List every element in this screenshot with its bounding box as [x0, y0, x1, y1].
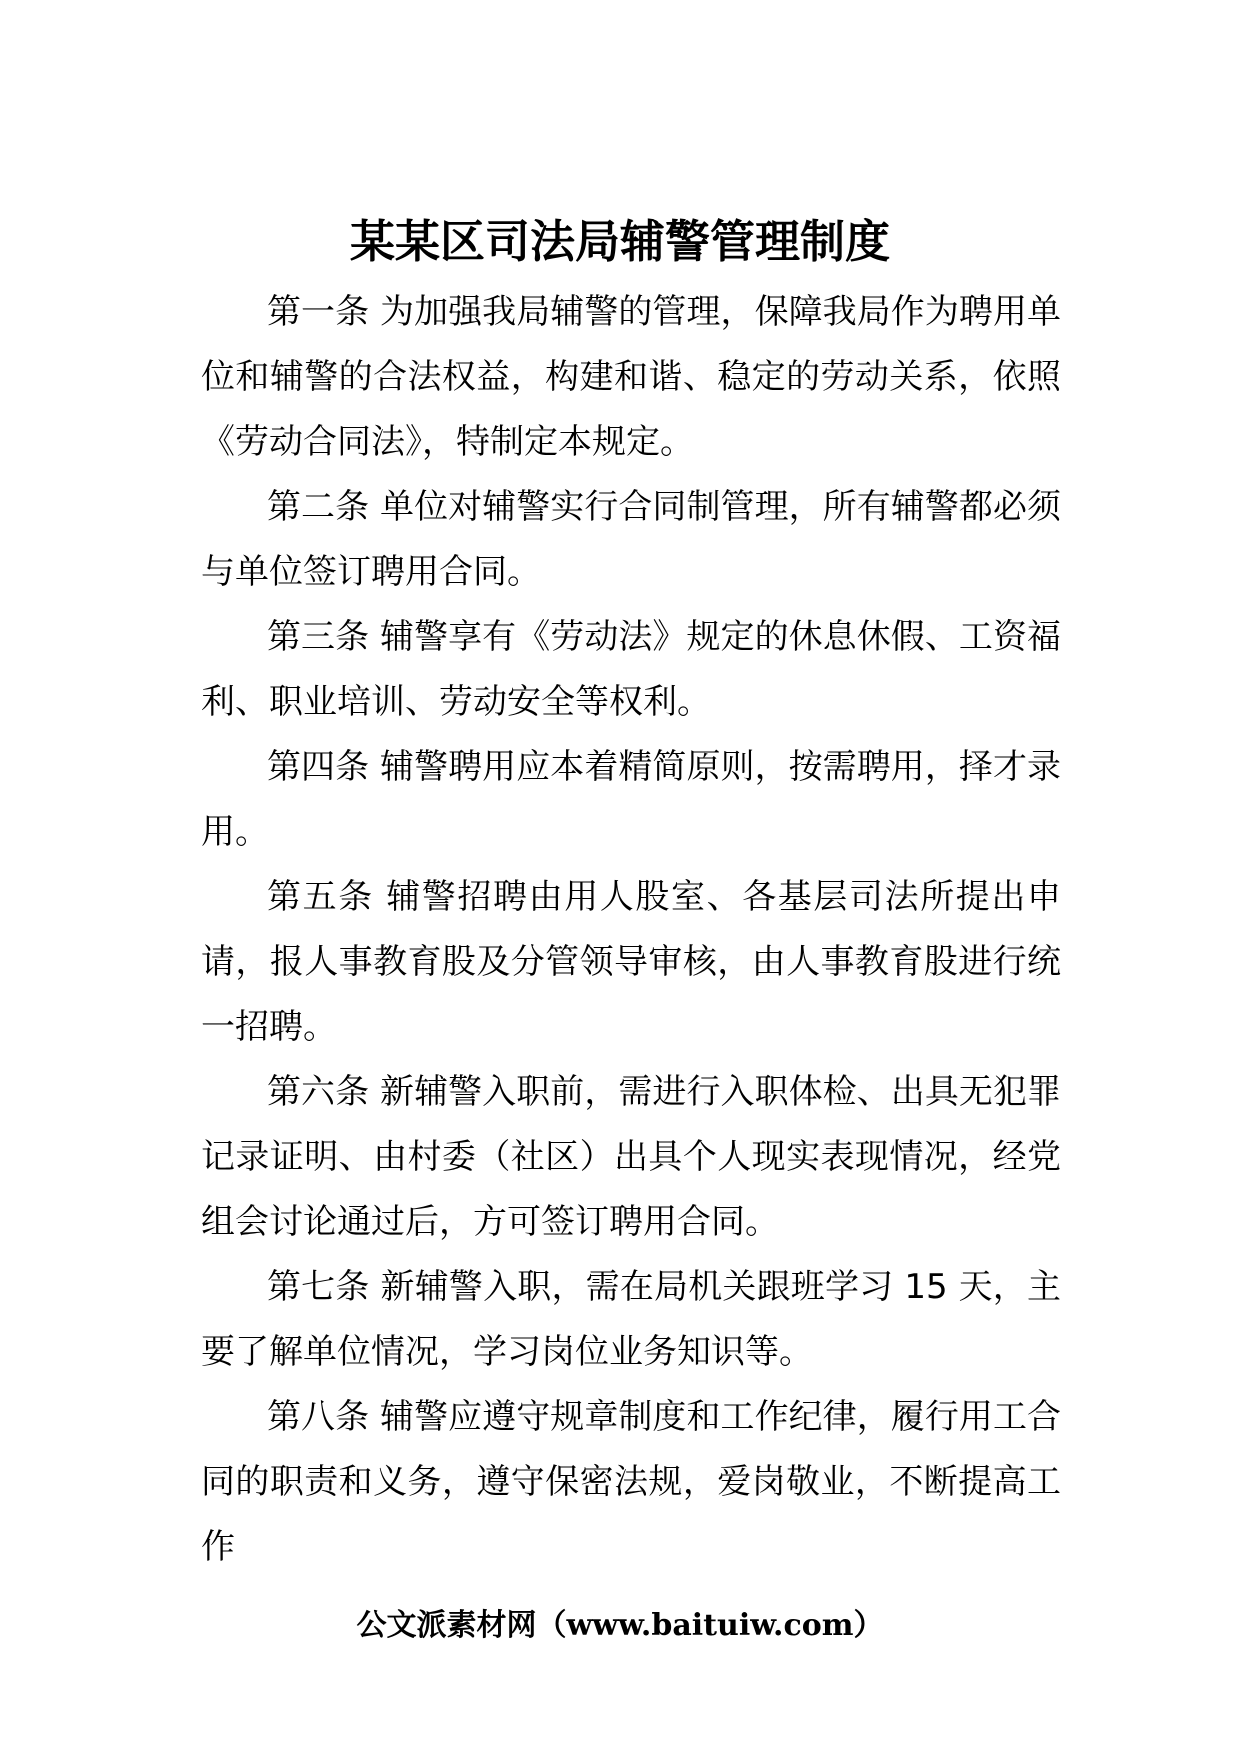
article-1: 第一条 为加强我局辅警的管理，保障我局作为聘用单位和辅警的合法权益，构建和谐、稳定的劳动关系，依照《劳动合同法》，特制定本规定。 [201, 292, 1061, 462]
article-3: 第三条 辅警享有《劳动法》规定的休息休假、工资福利、职业培训、劳动安全等权利。 [201, 617, 1061, 722]
article-2: 第二条 单位对辅警实行合同制管理，所有辅警都必须与单位签订聘用合同。 [201, 487, 1061, 592]
article-8: 第八条 辅警应遵守规章制度和工作纪律，履行用工合同的职责和义务，遵守保密法规，爱岗敬业，不断提高工作 [201, 1397, 1061, 1567]
article-6: 第六条 新辅警入职前，需进行入职体检、出具无犯罪记录证明、由村委（社区）出具个人现实表现情况，经党组会讨论通过后，方可签订聘用合同。 [201, 1072, 1061, 1242]
footer-source: 公文派素材网（www.baituiw.com） [356, 1608, 884, 1643]
article-7: 第七条 新辅警入职，需在局机关跟班学习 15 天，主要了解单位情况，学习岗位业务知识等。 [201, 1267, 1061, 1372]
document-body [201, 280, 1061, 1580]
article-4: 第四条 辅警聘用应本着精简原则，按需聘用，择才录用。 [201, 747, 1061, 852]
document-title: 某某区司法局辅警管理制度 [349, 215, 890, 268]
article-5: 第五条 辅警招聘由用人股室、各基层司法所提出申请，报人事教育股及分管领导审核，由人事教育股进行统一招聘。 [201, 877, 1061, 1047]
